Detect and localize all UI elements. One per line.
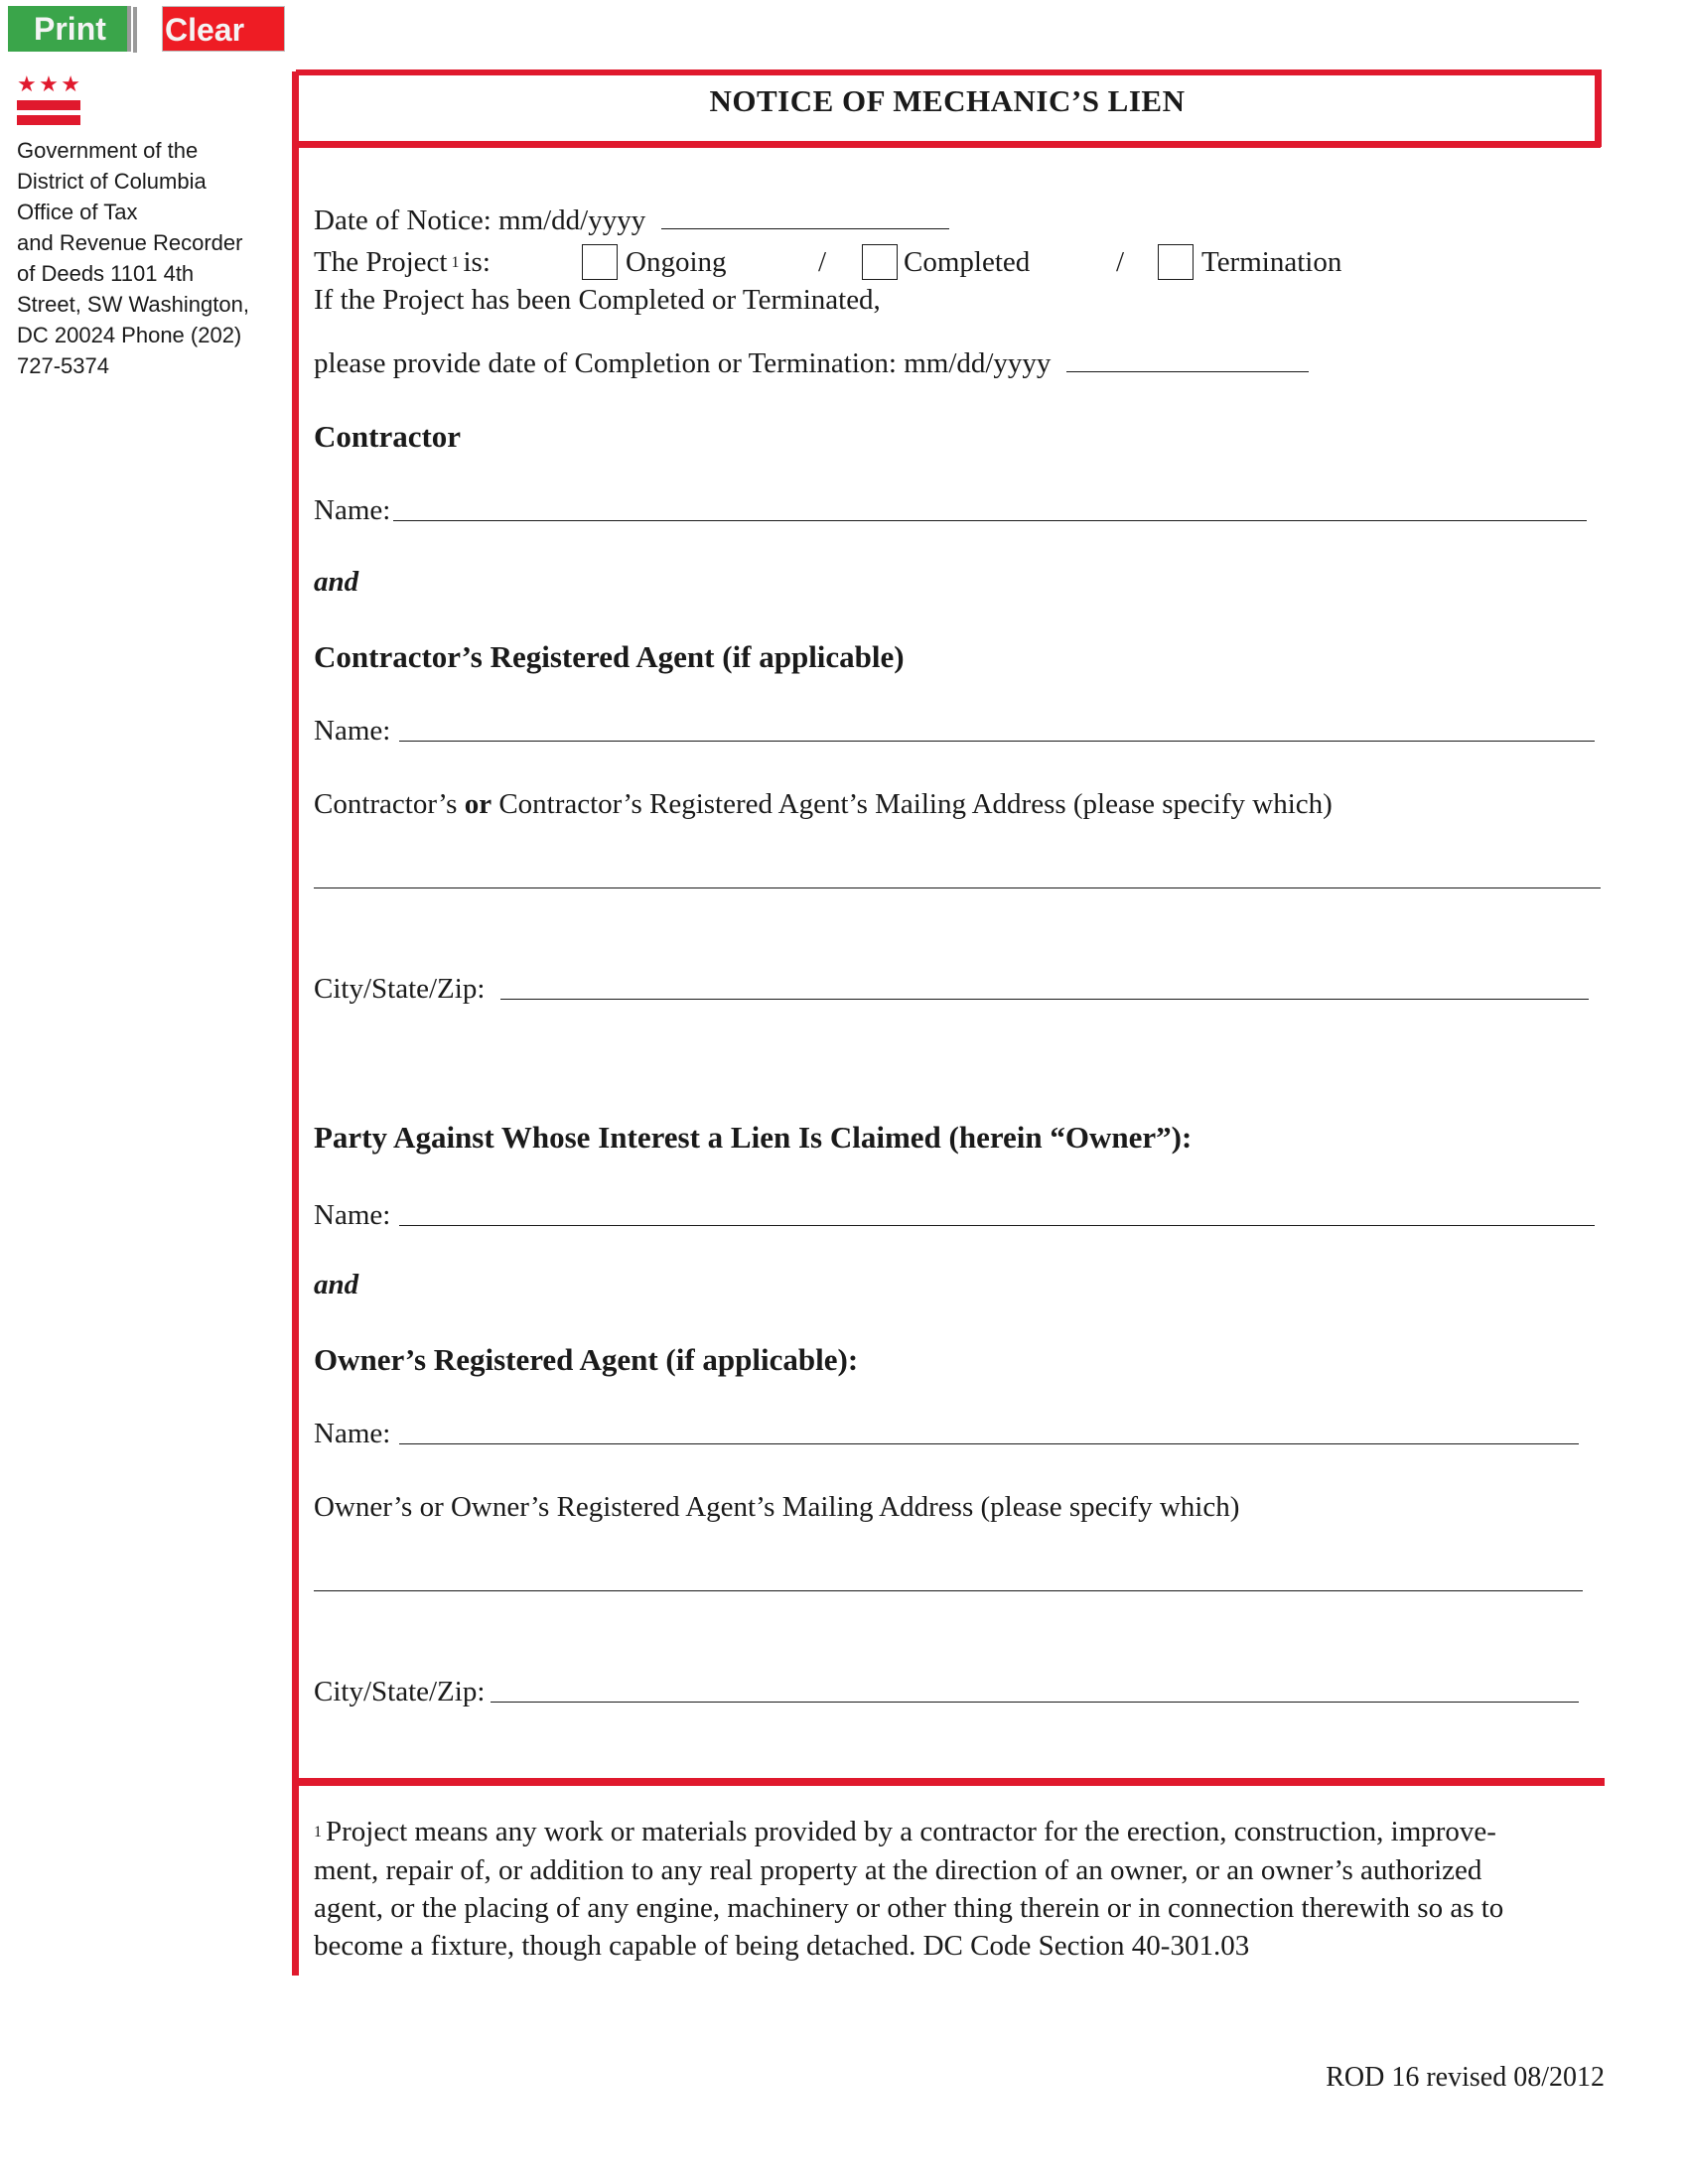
owner-agent-name-label: Name: — [314, 1418, 391, 1449]
contractor-name-input[interactable] — [393, 520, 1587, 521]
date-of-notice-row — [314, 201, 949, 238]
footnote-marker: 1 — [314, 1824, 322, 1841]
project-footnote: 1 Project means any work or materials provided by a contractor for the erection, construction, improve- ment, repair of, or addition to any real property at the direction of an owner, or an owner’s authorized agent, or the placing of any engine, machinery or other thing therein or in connection therewith so as to become a fixture, though capable of being detached. DC Code Section 40-301.03 — [314, 1816, 1504, 1962]
left-red-rule — [292, 71, 299, 1976]
contractor-agent-name-input[interactable] — [399, 741, 1595, 742]
completion-date-row — [314, 343, 1309, 381]
completion-date-input[interactable] — [1066, 343, 1309, 372]
title-box-bottom — [296, 141, 1601, 148]
contractor-city-input[interactable] — [500, 999, 1589, 1000]
owner-address-label: Owner’s or Owner’s Registered Agent’s Mailing Address (please specify which) — [314, 1491, 1240, 1523]
project-status-label: The Project 1 is: — [314, 246, 491, 278]
completion-note: If the Project has been Completed or Terminated, — [314, 284, 881, 316]
owner-name-input[interactable] — [399, 1225, 1595, 1226]
status-separator: / — [818, 246, 827, 278]
date-of-notice-label: Date of Notice: mm/dd/yyyy — [314, 205, 646, 236]
contractor-heading: Contractor — [314, 419, 462, 454]
title-box-top — [296, 69, 1601, 75]
completed-label: Completed — [904, 246, 1031, 278]
clear-button[interactable]: Clear — [162, 6, 285, 52]
ongoing-checkbox[interactable] — [582, 244, 618, 280]
revision-label: ROD 16 revised 08/2012 — [1326, 2062, 1605, 2093]
and-label: and — [314, 566, 359, 598]
contractor-agent-heading: Contractor’s Registered Agent (if applicable) — [314, 639, 905, 674]
owner-city-label: City/State/Zip: — [314, 1676, 486, 1707]
title-box-right — [1595, 69, 1602, 147]
ongoing-label: Ongoing — [626, 246, 727, 278]
contractor-address-input[interactable] — [314, 887, 1601, 888]
contractor-name-label: Name: — [314, 494, 391, 526]
dc-flag-icon: ★ ★ ★ — [17, 73, 80, 125]
owner-heading: Party Against Whose Interest a Lien Is Claimed (herein “Owner”): — [314, 1120, 1193, 1155]
contractor-address-label: Contractor’s or Contractor’s Registered Agent’s Mailing Address (please specify which) — [314, 788, 1333, 820]
owner-name-label: Name: — [314, 1199, 391, 1231]
completion-date-label: please provide date of Completion or Termination: mm/dd/yyyy — [314, 347, 1052, 379]
footnote-ref: 1 — [451, 254, 460, 271]
page-title: NOTICE OF MECHANIC’S LIEN — [709, 83, 1186, 118]
footer-red-rule — [296, 1778, 1605, 1786]
status-separator: / — [1116, 246, 1125, 278]
termination-label: Termination — [1201, 246, 1342, 278]
contractor-city-label: City/State/Zip: — [314, 973, 486, 1005]
agency-address: Government of the District of Columbia Office of Tax and Revenue Recorder of Deeds 1101 4th Street, SW Washington, DC 20024 Phone (202) 727-5374 — [17, 138, 249, 378]
date-of-notice-input[interactable] — [661, 201, 949, 229]
print-button[interactable]: Print — [8, 6, 131, 52]
owner-agent-heading: Owner’s Registered Agent (if applicable): — [314, 1342, 859, 1377]
owner-city-input[interactable] — [491, 1702, 1579, 1703]
owner-agent-name-input[interactable] — [399, 1443, 1579, 1444]
termination-checkbox[interactable] — [1158, 244, 1194, 280]
completed-checkbox[interactable] — [862, 244, 898, 280]
owner-address-input[interactable] — [314, 1590, 1583, 1591]
and-label: and — [314, 1269, 359, 1300]
contractor-agent-name-label: Name: — [314, 715, 391, 747]
